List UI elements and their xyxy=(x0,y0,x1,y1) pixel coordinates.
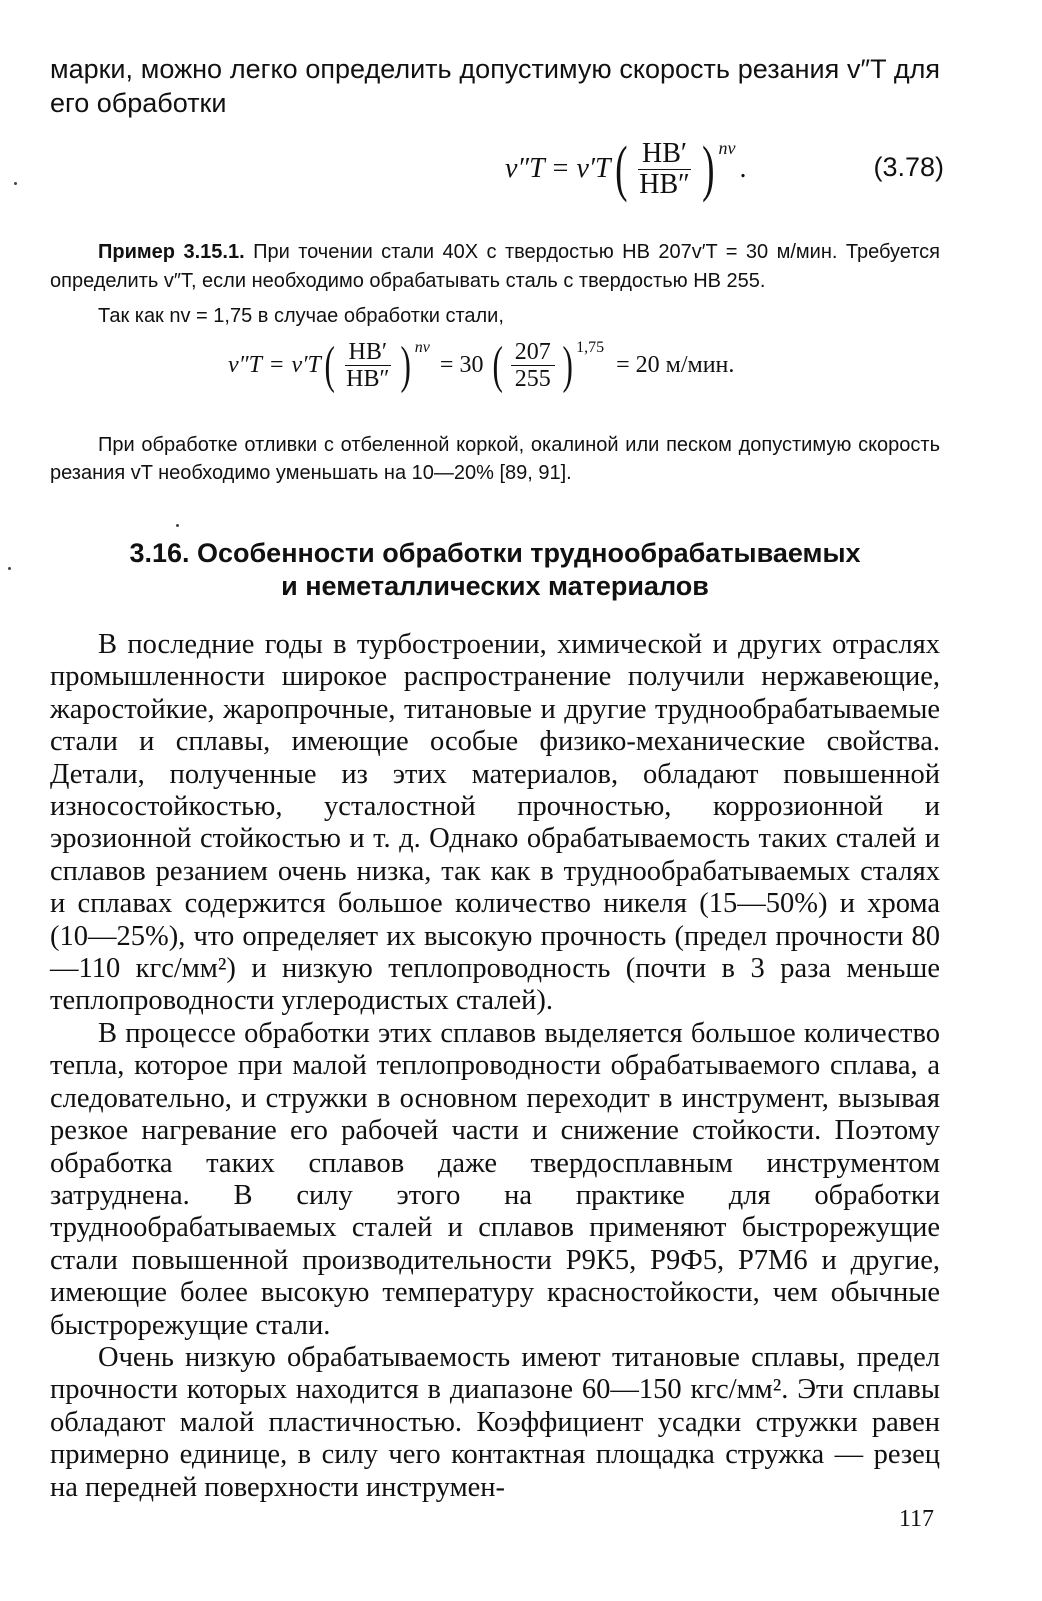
calc-left-paren: ( xyxy=(324,336,335,394)
calc-fraction-1 xyxy=(342,339,393,392)
example-line-2: Так как nv = 1,75 в случае обработки стали, xyxy=(98,305,504,327)
calc-lhs: v″T xyxy=(228,352,262,378)
calc-right-paren: ) xyxy=(400,336,412,394)
calc-left-paren-2: ( xyxy=(492,336,504,394)
formula-period: . xyxy=(739,153,747,184)
calc-denominator-1: HB″ xyxy=(346,366,390,392)
calc-result: = 20 м/мин. xyxy=(616,352,735,378)
formula-3-78 xyxy=(50,124,944,220)
fraction-denominator: HB″ xyxy=(639,168,690,200)
intro-text: марки, можно легко определить допустимую скорость резания v″T для его обработки xyxy=(50,54,940,118)
left-paren: ( xyxy=(614,135,628,203)
note-paragraph xyxy=(50,431,940,487)
example-lead: Пример 3.15.1. xyxy=(98,241,245,263)
calc-equals-2: = 30 xyxy=(439,352,484,378)
formula-expression xyxy=(505,135,747,203)
note-text: При обработке отливки с отбеленной коркой, окалиной или песком допустимую скорость резания vT необходимо уменьшать на 10—20% [89, 91]. xyxy=(50,434,940,484)
scan-speck xyxy=(176,524,179,527)
formula-exponent: nv xyxy=(718,138,736,158)
paragraph-2: В процессе обработки этих сплавов выделяется большое количество тепла, которое при малой теплопроводности обрабатываемого сплава, а следовательно, и стружки в основном переходит в инструмент, вызывая резкое нагревание его рабочей части и снижение стойкости. Поэтому обработка таких сплавов даже твердосплавным инструментом затруднена. В силу этого на практике для обработки труднообрабатываемых сталей и сплавов применяют быстрорежущие стали повышенной производительности Р9К5, Р9Ф5, Р7М6 и другие, имеющие более высокую температуру красностойкости, чем обычные быстрорежущие стали. xyxy=(50,1017,940,1341)
scan-speck xyxy=(14,182,17,185)
example-text: При точении стали 40Х с твердостью НВ 207v′T = 30 м/мин. Требуется определить v″T, если необходимо обрабатывать сталь с твердостью НВ 255. xyxy=(50,241,940,292)
calc-fraction-2 xyxy=(511,339,555,392)
fraction-numerator: HB′ xyxy=(638,139,691,170)
calc-numerator-1: HB′ xyxy=(345,339,392,366)
formula-fraction xyxy=(635,139,694,200)
body-text xyxy=(50,629,940,1504)
scan-speck xyxy=(8,567,11,570)
paragraph-1: В последние годы в турбостроении, химической и других отраслях промышленности широкое распространение получили нержавеющие, жаростойкие, жаропрочные, титановые и другие труднообрабатываемые стали и сплавы, имеющие особые физико-механические свойства. Детали, полученные из этих материалов, обладают повышенной износостойкостью, усталостной прочностью, коррозионной и эрозионной стойкостью и т. д. Однако обрабатываемость таких сталей и сплавов резанием очень низка, так как в труднообрабатываемых сталях и сплавах содержится большое количество никеля (15—50%) и хрома (10—25%), что определяет их высокую прочность (предел прочности 80—110 кгс/мм²) и низкую теплопроводность (почти в 3 раза меньше теплопроводности углеродистых сталей). xyxy=(50,629,940,1017)
page-number: 117 xyxy=(898,1506,934,1532)
calc-coef: v′T xyxy=(291,352,321,378)
section-title-line-2: и неметаллических материалов xyxy=(281,571,709,601)
right-paren: ) xyxy=(701,135,715,203)
page xyxy=(50,52,944,1504)
paragraph-3: Очень низкую обрабатываемость имеют титановые сплавы, предел прочности которых находится в диапазоне 60—150 кгс/мм². Эти сплавы обладают малой пластичностью. Коэффициент усадки стружки равен примерно единице, в силу чего контактная площадка стружка — резец на передней поверхности инструмен- xyxy=(50,1341,940,1503)
calc-denominator-2: 255 xyxy=(514,366,551,392)
example-paragraph xyxy=(50,238,940,296)
calc-expression xyxy=(228,336,735,394)
formula-lhs: v″T xyxy=(505,153,545,184)
formula-calculation xyxy=(50,331,940,423)
calc-numerator-2: 207 xyxy=(511,339,555,366)
calc-exponent-1: nv xyxy=(414,339,430,356)
formula-coef: v′T xyxy=(576,153,611,184)
calc-right-paren-2: ) xyxy=(562,336,573,394)
calc-equals-1: = xyxy=(270,352,284,378)
section-title-line-1: 3.16. Особенности обработки труднообрабатываемых xyxy=(129,538,861,568)
calc-exponent-2: 1,75 xyxy=(576,339,605,356)
equation-number: (3.78) xyxy=(873,152,944,182)
formula-equals: = xyxy=(552,153,569,184)
section-heading xyxy=(50,537,940,603)
